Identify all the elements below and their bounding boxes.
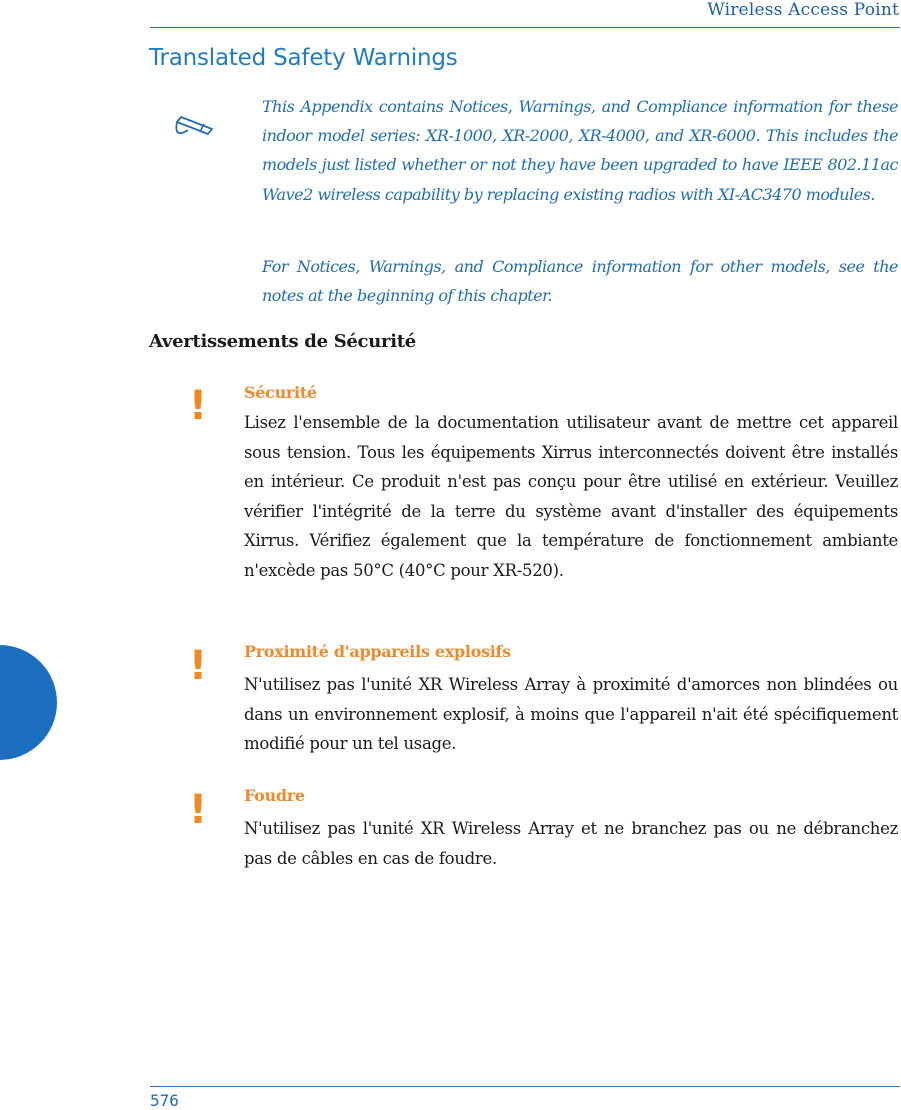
warning-icon: ! xyxy=(188,643,208,689)
chapter-side-tab xyxy=(0,645,57,760)
footer-rule xyxy=(150,1086,900,1087)
subsection-heading: Avertissements de Sécurité xyxy=(149,331,416,352)
pencil-icon xyxy=(168,108,216,138)
note-paragraph: This Appendix contains Notices, Warnings, and Compliance information for these indoor model series: XR-1000, XR-2000, XR-4000, and XR-6000. This includes the models just listed whether or not they have been upgraded to have IEEE 802.11ac Wave2 wireless capability by replacing existing radios with XI-AC3470 modules. xyxy=(262,97,898,204)
header-rule xyxy=(150,27,900,28)
warning-icon: ! xyxy=(188,383,208,429)
page-number: 576 xyxy=(150,1091,179,1110)
warning-icon: ! xyxy=(188,787,208,833)
warning-body: Lisez l'ensemble de la documentation utilisateur avant de mettre cet appareil sous tension. Tous les équipements Xirrus interconnectés doivent être installés en intérieur. Ce produit n'est pas conçu pour être utilisé en extérieur. Veuillez vérifier l'intégrité de la terre du système avant d'installer des équipements Xirrus. Vérifiez également que la température de fonctionnement ambiante n'excède pas 50°C (40°C pour XR-520). xyxy=(244,413,898,580)
warning-title: Foudre xyxy=(244,786,305,805)
section-title: Translated Safety Warnings xyxy=(149,45,458,71)
warning-body: N'utilisez pas l'unité XR Wireless Array et ne branchez pas ou ne débranchez pas de câbles en cas de foudre. xyxy=(244,819,898,868)
running-header-title: Wireless Access Point xyxy=(707,0,899,20)
note-paragraph: For Notices, Warnings, and Compliance information for other models, see the notes at the beginning of this chapter. xyxy=(262,257,898,306)
warning-body: N'utilisez pas l'unité XR Wireless Array à proximité d'amorces non blindées ou dans un environnement explosif, à moins que l'appareil n'ait été spécifiquement modifié pour un tel usage. xyxy=(244,675,898,753)
warning-title: Proximité d'appareils explosifs xyxy=(244,642,511,661)
warning-title: Sécurité xyxy=(244,383,317,402)
